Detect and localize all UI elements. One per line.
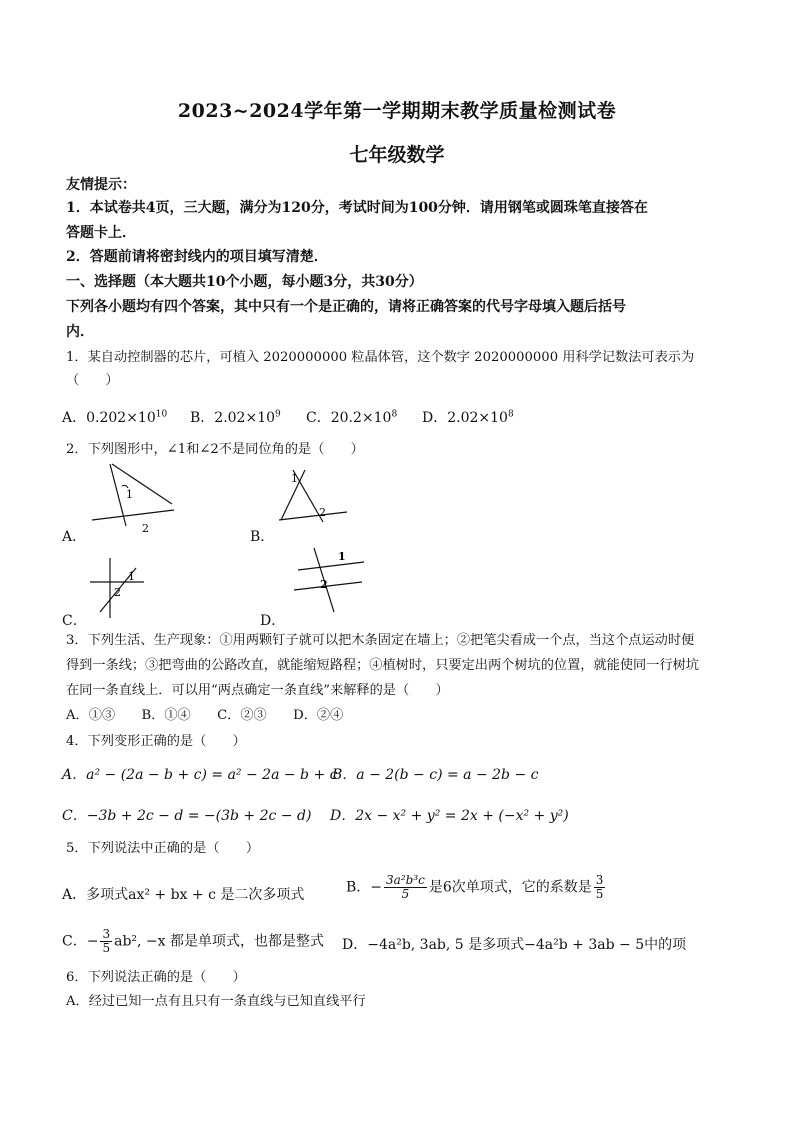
q2-figure-a bbox=[88, 462, 178, 538]
q5-option-c: C．− $\frac{3}{5}$ ab², −x 都是单项式，也都是整式 bbox=[62, 927, 324, 955]
q6-stem: 6．下列说法正确的是（ ） bbox=[66, 970, 246, 985]
q5-stem: 5．下列说法中正确的是（ ） bbox=[66, 841, 260, 856]
q2-d-angle-2: 2 bbox=[320, 578, 328, 591]
q4-option-c: C．−3b + 2c − d = −(3b + 2c − d) bbox=[62, 808, 312, 824]
q2-c-angle-1: 1 bbox=[128, 570, 135, 583]
q2-option-d-label: D． bbox=[260, 613, 286, 629]
q3-line-3: 在同一条直线上．可以用“两点确定一条直线”来解释的是（ ） bbox=[66, 683, 449, 698]
q5-option-a: A．多项式ax² + bx + c 是二次多项式 bbox=[62, 887, 305, 903]
section-1-heading: 一、选择题（本大题共10个小题，每小题3分，共30分） bbox=[66, 274, 423, 290]
section-1-instruction-line-1: 下列各小题均有四个答案，其中只有一个是正确的，请将正确答案的代号字母填入题后括号 bbox=[66, 299, 626, 315]
q2-d-angle-1: 1 bbox=[338, 550, 346, 563]
q4-option-d: D．2x − x² + y² = 2x + (−x² + y²) bbox=[330, 808, 569, 824]
note-1-line-1: 1．本试卷共4页，三大题，满分为120分，考试时间为100分钟．请用钢笔或圆珠笔直接答在 bbox=[66, 200, 648, 216]
notes-heading: 友情提示： bbox=[66, 177, 136, 193]
section-1-instruction-line-2: 内． bbox=[66, 324, 94, 340]
q1-option-b: B．$2.02\times 10^9$ bbox=[190, 409, 281, 426]
q2-option-a-label: A． bbox=[62, 529, 87, 545]
q2-figure-d bbox=[288, 546, 368, 614]
q3-line-1: 3．下列生活、生产现象：①用两颗钉子就可以把木条固定在墙上；②把笔尖看成一个点，当这个点运动时便 bbox=[66, 633, 695, 648]
note-1-line-2: 答题卡上． bbox=[66, 225, 136, 241]
q2-b-angle-2: 2 bbox=[319, 506, 326, 519]
q3-options: A．①③ B．①④ C．②③ D．②④ bbox=[66, 708, 344, 723]
q4-option-b: B．a − 2(b − c) = a − 2b − c bbox=[332, 767, 539, 783]
exam-title: 2023~2024学年第一学期期末教学质量检测试卷 bbox=[177, 100, 617, 122]
q2-stem: 2．下列图形中，∠1和∠2不是同位角的是（ ） bbox=[66, 442, 364, 457]
q5-option-d: D．−4a²b, 3ab, 5 是多项式−4a²b + 3ab − 5中的项 bbox=[342, 937, 687, 953]
note-2: 2．答题前请将密封线内的项目填写清楚． bbox=[66, 249, 328, 265]
q2-a-angle-1: 1 bbox=[126, 488, 133, 501]
q3-line-2: 得到一条线；③把弯曲的公路改直，就能缩短路程；④植树时，只要定出两个树坑的位置，就能使同一行树坑 bbox=[66, 658, 699, 673]
q2-option-b-label: B． bbox=[250, 529, 275, 545]
q4-stem: 4．下列变形正确的是（ ） bbox=[66, 734, 246, 749]
q1-stem: 1．某自动控制器的芯片，可植入 2020000000 粒晶体管，这个数字 2020000000 用科学记数法可表示为 bbox=[66, 350, 695, 365]
q2-a-angle-2: 2 bbox=[142, 522, 149, 535]
q2-c-angle-2: 2 bbox=[114, 586, 121, 599]
q2-option-c-label: C． bbox=[62, 613, 87, 629]
q2-figure-b bbox=[275, 468, 351, 528]
exam-subtitle: 七年级数学 bbox=[349, 144, 445, 166]
q4-option-a: A．a² − (2a − b + c) = a² − 2a − b + c bbox=[62, 767, 338, 783]
q1-option-c: C．$20.2\times 10^8$ bbox=[306, 409, 398, 426]
q2-b-angle-1: 1 bbox=[291, 472, 298, 485]
q1-paren: （ ） bbox=[66, 373, 119, 388]
q5-option-b: B．− $\frac{\text{3a²b³c}}{5}$ 是6次单项式，它的系数是 $\frac{3}{5}$ bbox=[346, 873, 604, 901]
q6-option-a: A．经过已知一点有且只有一条直线与已知直线平行 bbox=[66, 994, 366, 1009]
q1-option-a: A．$0.202\times 10^{10}$ bbox=[62, 409, 168, 426]
q2-figure-c bbox=[88, 556, 150, 620]
q1-option-d: D．$2.02\times 10^8$ bbox=[422, 409, 514, 426]
